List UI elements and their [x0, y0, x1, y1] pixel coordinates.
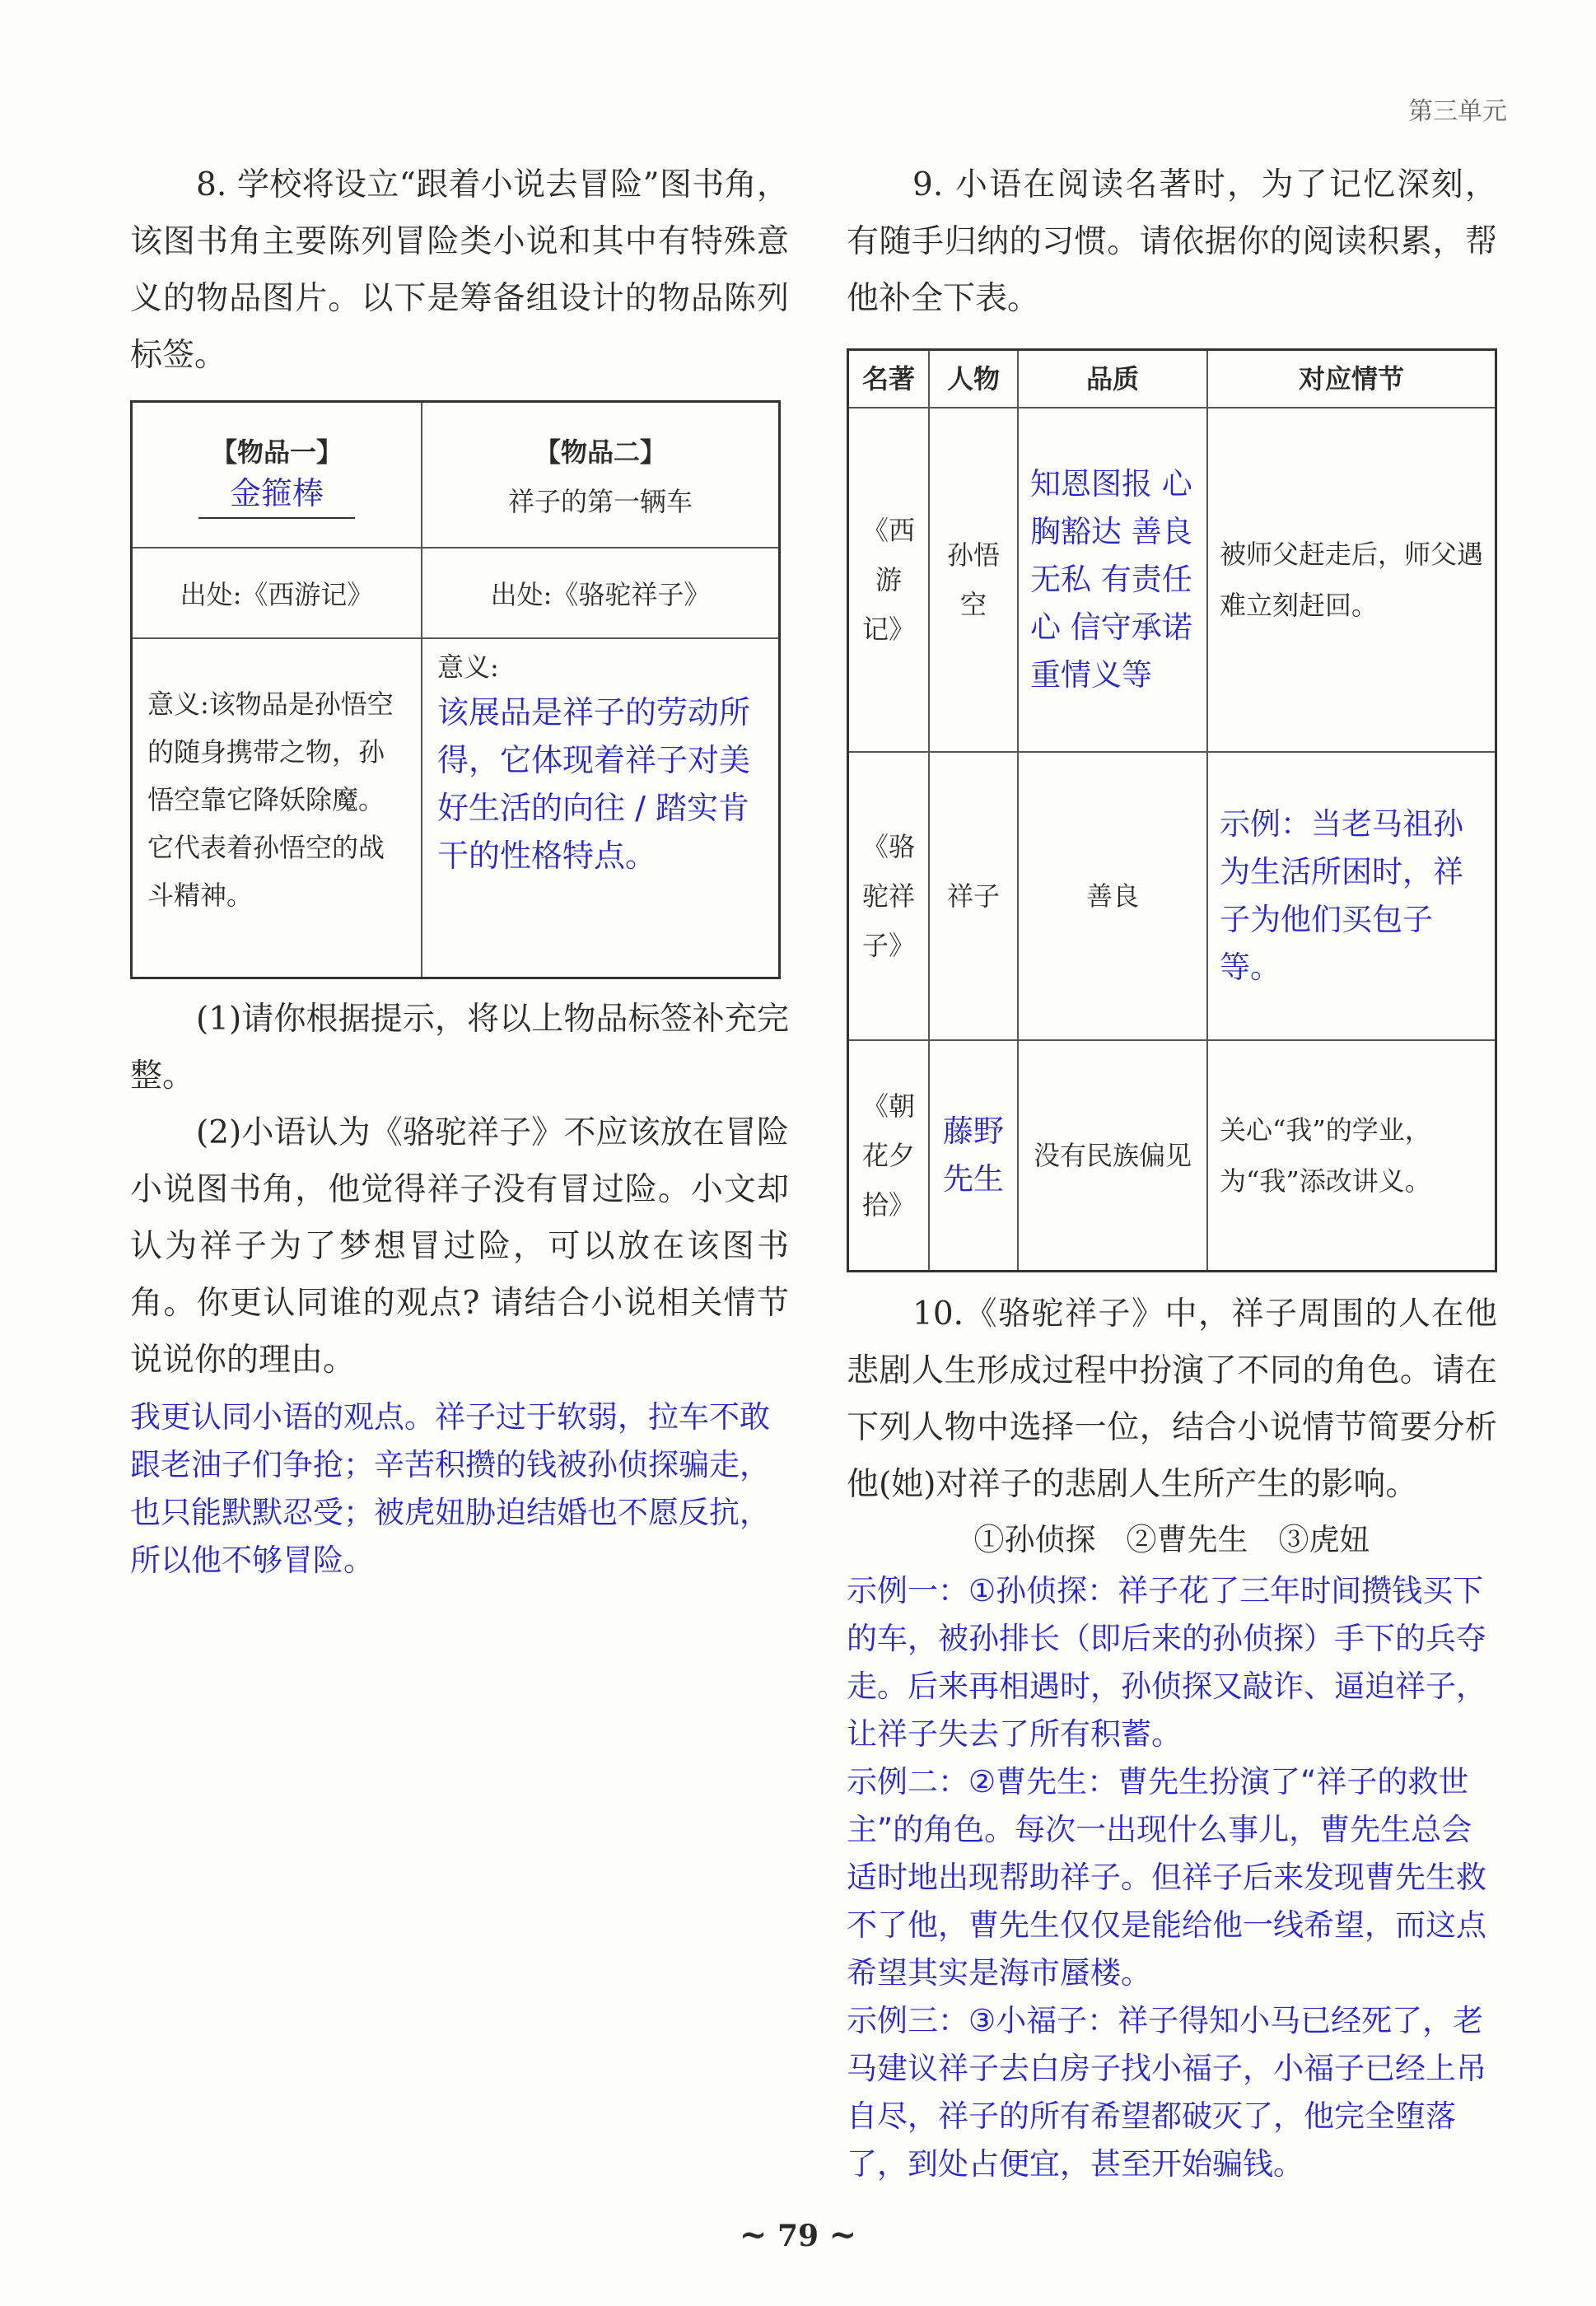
question-9-intro: 9. 小语在阅读名著时，为了记忆深刻，有随手归纳的习惯。请依据你的阅读积累，帮他补全下表。	[847, 166, 1497, 317]
left-column	[130, 156, 789, 1585]
item1-source: 出处:《西游记》	[132, 548, 422, 638]
row3-plot: 关心“我”的学业，为“我”添改讲义。	[1207, 1040, 1496, 1271]
row3-quality: 没有民族偏见	[1018, 1040, 1207, 1271]
question-8-part-2: (2)小语认为《骆驼祥子》不应该放在冒险小说图书角，他觉得祥子没有冒过险。小文却认为祥子为了梦想冒过险，可以放在该图书角。你更认同谁的观点? 请结合小说相关情节说说你的理由。	[130, 1114, 789, 1379]
table-row	[848, 408, 1496, 752]
right-column	[847, 156, 1497, 2188]
row1-book: 《西游记》	[848, 408, 930, 752]
question-8-part-2-answer: 我更认同小语的观点。祥子过于软弱，拉车不敢跟老油子们争抢；辛苦积攒的钱被孙侦探骗走，也只能默默忍受；被虎妞胁迫结婚也不愿反抗，所以他不够冒险。	[130, 1399, 770, 1578]
header-plot: 对应情节	[1207, 350, 1496, 408]
question-10-intro: 10.《骆驼祥子》中，祥子周围的人在他悲剧人生形成过程中扮演了不同的角色。请在下列人物中选择一位，结合小说情节简要分析他(她)对祥子的悲剧人生所产生的影响。	[847, 1295, 1497, 1503]
table-row	[848, 752, 1496, 1040]
item2-meaning-answer: 该展品是祥子的劳动所得，它体现着祥子对美好生活的向往 / 踏实肯干的性格特点。	[437, 694, 751, 874]
question-10-answer-1: 示例一：①孙侦探：祥子花了三年时间攒钱买下的车，被孙排长（即后来的孙侦探）手下的兵夺走。后来再相遇时，孙侦探又敲诈、逼迫祥子，让祥子失去了所有积蓄。	[847, 1572, 1486, 1752]
item1-header-cell	[132, 402, 422, 548]
book-summary-table	[847, 348, 1497, 1272]
item2-name: 祥子的第一辆车	[507, 485, 693, 517]
tilde-right: ~	[828, 2215, 857, 2254]
question-8-intro: 8. 学校将设立“跟着小说去冒险”图书角，该图书角主要陈列冒险类小说和其中有特殊意义的物品图片。以下是筹备组设计的物品陈列标签。	[130, 166, 789, 374]
question-10-options: ①孙侦探 ②曹先生 ③虎妞	[973, 1521, 1370, 1557]
row1-quality-answer: 知恩图报 心胸豁达 善良无私 有责任心 信守承诺 重情义等	[1018, 408, 1207, 752]
item1-label: 【物品一】	[210, 436, 343, 468]
page-number	[0, 2215, 1596, 2254]
row2-quality: 善良	[1018, 752, 1207, 1040]
question-8-part-1: (1)请你根据提示，将以上物品标签补充完整。	[130, 1001, 789, 1095]
question-10-answer-3: 示例三：③小福子：祥子得知小马已经死了，老马建议祥子去白房子找小福子，小福子已经上吊自尽，祥子的所有希望都破灭了，他完全堕落了，到处占便宜，甚至开始骗钱。	[847, 2002, 1486, 2182]
row2-book: 《骆驼祥子》	[848, 752, 930, 1040]
item2-header-cell	[422, 402, 780, 548]
item1-meaning: 意义:该物品是孙悟空的随身携带之物，孙悟空靠它降妖除魔。它代表着孙悟空的战斗精神。	[147, 689, 394, 911]
header-book: 名著	[848, 350, 930, 408]
row1-plot: 被师父赶走后，师父遇难立刻赶回。	[1207, 408, 1496, 752]
header-quality: 品质	[1018, 350, 1207, 408]
row3-character-answer: 藤野先生	[929, 1040, 1018, 1271]
row3-book: 《朝花夕拾》	[848, 1040, 930, 1271]
item2-meaning-label: 意义:	[437, 651, 499, 683]
unit-label: 第三单元	[1408, 97, 1507, 126]
item1-name-answer: 金箍棒	[198, 469, 355, 519]
table-header-row	[848, 350, 1496, 408]
row2-character: 祥子	[929, 752, 1018, 1040]
tilde-left: ~	[739, 2215, 768, 2254]
header-character: 人物	[929, 350, 1018, 408]
question-10-answer-2: 示例二：②曹先生：曹先生扮演了“祥子的救世主”的角色。每次一出现什么事儿，曹先生总会适时地出现帮助祥子。但祥子后来发现曹先生救不了他，曹先生仅仅是能给他一线希望，而这点希望其实是海市蜃楼。	[847, 1763, 1486, 1991]
table-row	[848, 1040, 1496, 1271]
item2-source: 出处:《骆驼祥子》	[422, 548, 780, 638]
item2-label: 【物品二】	[534, 436, 666, 468]
item1-meaning-cell	[132, 638, 422, 978]
row2-plot-answer: 示例：当老马祖孙为生活所困时，祥子为他们买包子等。	[1207, 752, 1496, 1040]
item2-meaning-cell	[422, 638, 780, 978]
row1-character: 孙悟空	[929, 408, 1018, 752]
item-label-table	[130, 400, 781, 979]
page-number-value: 79	[777, 2219, 819, 2253]
